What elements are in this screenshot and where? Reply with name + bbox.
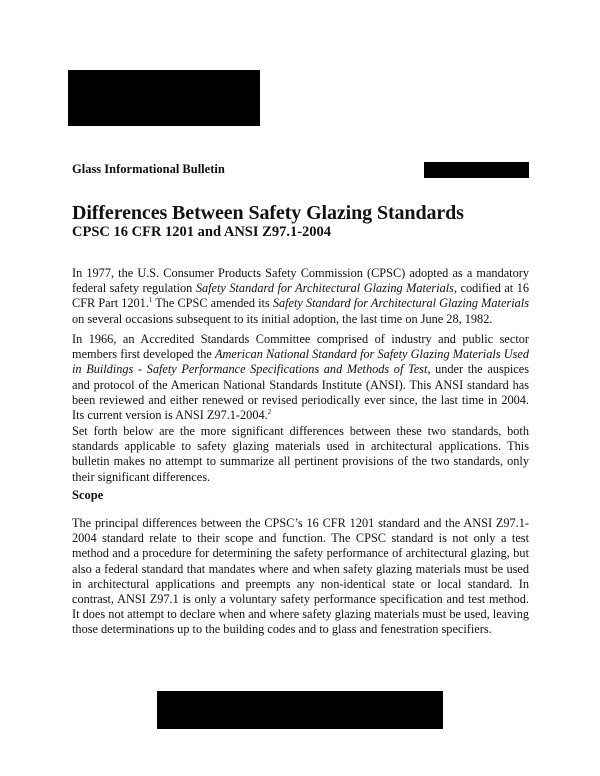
paragraph-scope: The principal differences between the CPSC’s 16 CFR 1201 standard and the ANSI Z97.1-2004 standard relate to their scope and function. The CPSC standard is not only a test method and a procedure for determining the safety performance of architectural glazing, but also a federal standard that mandates where and when safety glazing materials must be used in architectural applications and preempts any non-identical state or local standard. In contrast, ANSI Z97.1 is only a voluntary safety performance specification and test method. It does not attempt to declare when and where safety glazing materials must be used, leaving those determinations up to the building codes and to glass and fenestration specifiers. [72, 516, 529, 637]
footnote-marker: 2 [267, 407, 272, 416]
standard-name: Safety Standard for Architectural Glazing Materials [272, 296, 529, 311]
paragraph-text: on several occasions subsequent to its initial adoption, the last time on June 28, 1982. [72, 311, 493, 326]
document-title: Differences Between Safety Glazing Standards [72, 202, 464, 224]
paragraph-text: In 1966, an Accredited Standards Committee comprised of industry and public sector members first developed the [72, 332, 529, 362]
footnote-marker: 1 [148, 296, 153, 305]
paragraph-text: The CPSC amended its [152, 296, 273, 311]
standard-name: American National Standard for Safety Glazing Materials Used in Buildings - Safety Performance Specifications and Methods of Test, [72, 347, 529, 377]
paragraph-text: , codified at 16 CFR Part 1201. [72, 281, 529, 311]
redacted-footer-block [157, 691, 443, 729]
paragraph-text: under the auspices and protocol of the American National Standards Institute (ANSI). This ANSI standard has been reviewed and either renewed or revised periodically ever since, the last time in 2004. Its current version is ANSI Z97.1-2004. [72, 362, 530, 423]
bulletin-label: Glass Informational Bulletin [72, 162, 225, 176]
scope-heading: Scope [72, 488, 104, 502]
standard-name: Safety Standard for Architectural Glazing Materials [195, 281, 454, 296]
paragraph-ansi-history [72, 332, 529, 423]
paragraph-text: In 1977, the U.S. Consumer Products Safety Commission (CPSC) adopted as a mandatory federal safety regulation [72, 266, 529, 296]
redacted-header-block [424, 162, 529, 178]
paragraph-summary: Set forth below are the more significant differences between these two standards, both standards applicable to safety glazing materials used in architectural applications. This bulletin makes no attempt to summarize all pertinent provisions of the two standards, only their significant differences. [72, 424, 529, 484]
redacted-logo-block [68, 70, 260, 126]
document-subtitle: CPSC 16 CFR 1201 and ANSI Z97.1-2004 [72, 224, 332, 240]
paragraph-cpsc-history [72, 266, 529, 327]
